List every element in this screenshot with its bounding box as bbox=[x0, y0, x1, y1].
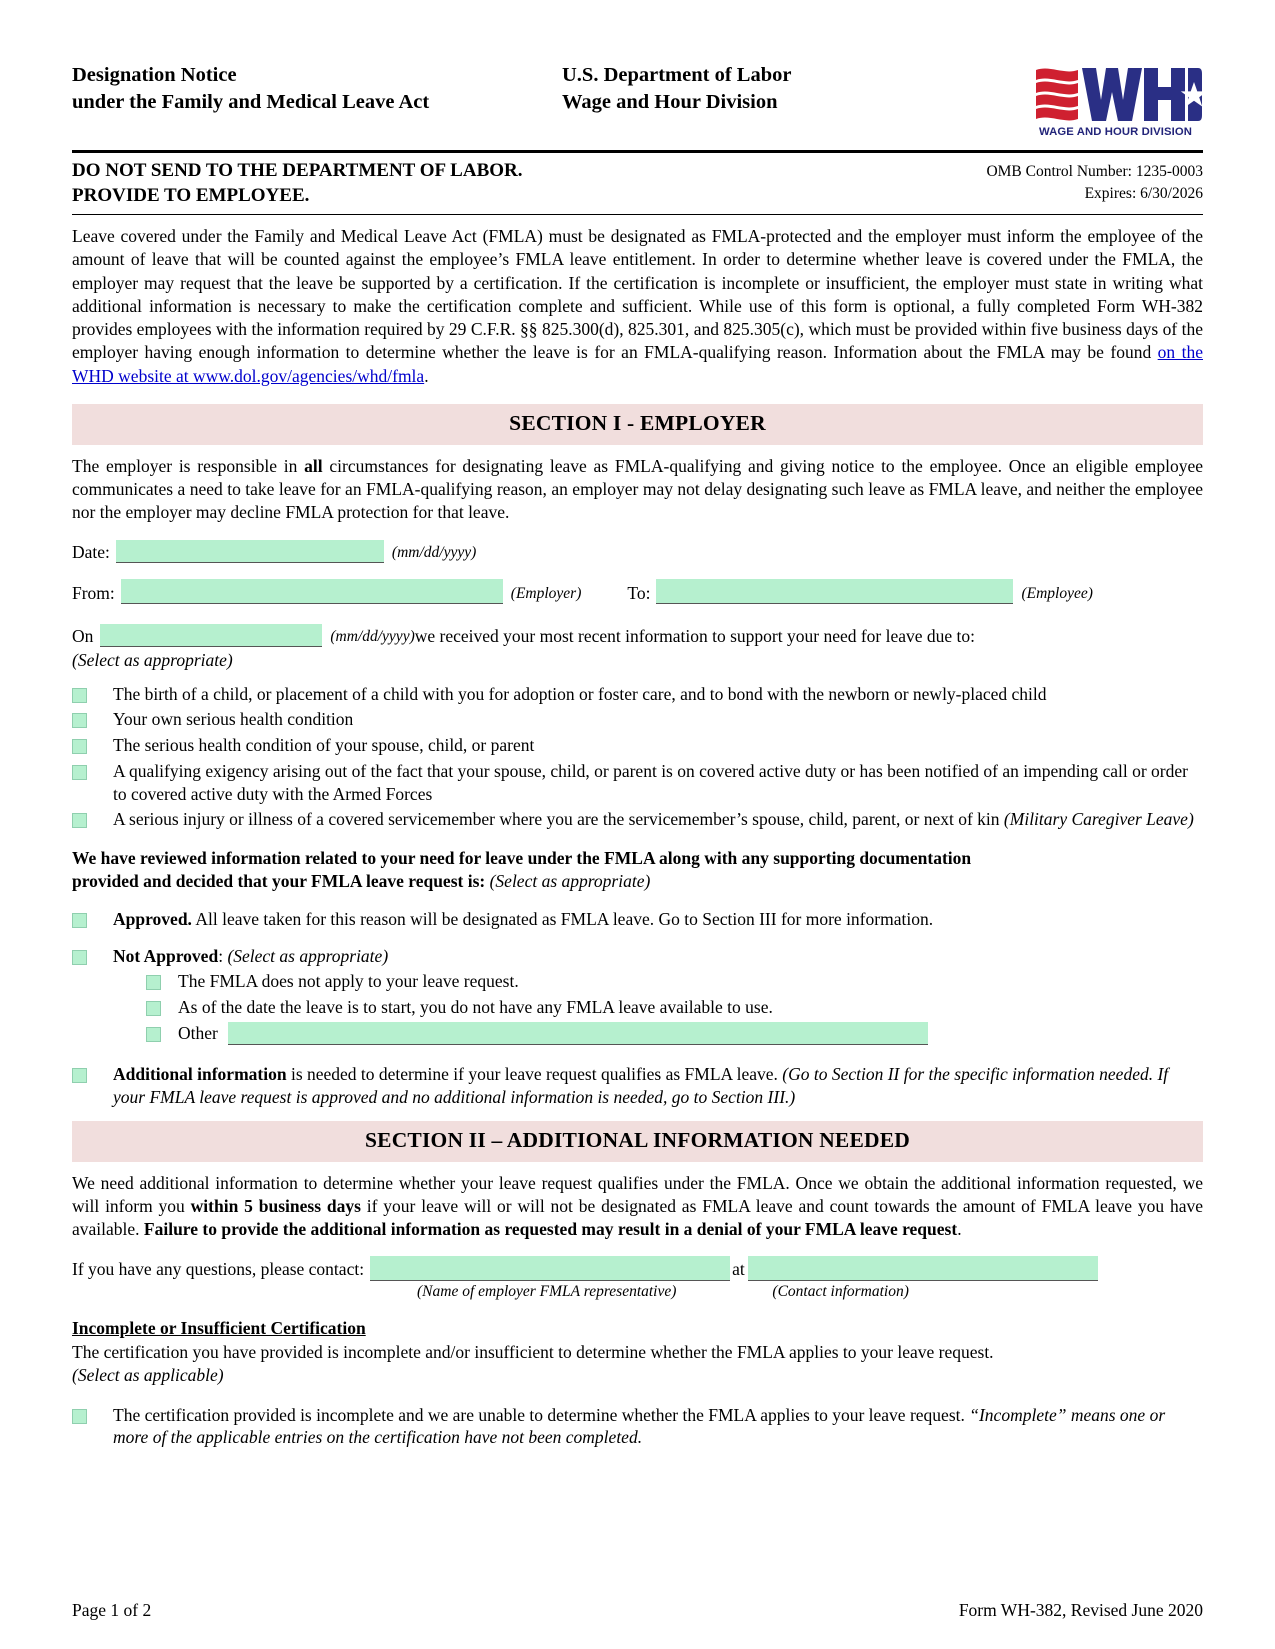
additional-rest: is needed to determine if your leave request qualifies as FMLA leave. bbox=[286, 1063, 783, 1084]
contact-info-caption: (Contact information) bbox=[772, 1282, 909, 1300]
not-approved-reason-row[interactable] bbox=[146, 970, 1203, 993]
to-employee-input[interactable] bbox=[656, 579, 1013, 604]
document-masthead bbox=[72, 62, 1203, 144]
additional-information-row[interactable] bbox=[72, 1063, 1203, 1109]
not-approved-reason-row[interactable] bbox=[146, 996, 1203, 1019]
leave-reason-label: The serious health condition of your spouse, child, or parent bbox=[113, 735, 535, 756]
leave-reason-label-military bbox=[113, 808, 1194, 831]
not-approved-label bbox=[113, 945, 388, 968]
checkbox-approved-icon[interactable] bbox=[72, 913, 87, 928]
checkbox-additional-information-icon[interactable] bbox=[72, 1068, 87, 1083]
reviewed-statement bbox=[72, 847, 1203, 894]
incomplete-item-italic: “Incomplete” means one or more of the applicable entries on the certification have not been completed. bbox=[113, 1404, 1166, 1448]
checkbox-military-caregiver-icon[interactable] bbox=[72, 813, 87, 828]
contact-name-input[interactable] bbox=[370, 1256, 730, 1281]
leave-reason-label: A qualifying exigency arising out of the fact that your spouse, child, or parent is on covered active duty or has been notified of an impending call or order to covered active duty with the Armed Forces bbox=[113, 760, 1188, 804]
not-approved-other-row[interactable] bbox=[146, 1022, 1203, 1045]
leave-reason-checkbox-row[interactable] bbox=[72, 760, 1203, 806]
not-approved-reason-label: The FMLA does not apply to your leave request. bbox=[178, 971, 519, 992]
military-text: A serious injury or illness of a covered servicemember where you are the servicemember’s spouse, child, parent, or next of kin bbox=[113, 809, 1004, 830]
section-1-band: SECTION I - EMPLOYER bbox=[72, 404, 1203, 445]
contact-captions-row bbox=[72, 1282, 1203, 1302]
checkbox-not-approved-icon[interactable] bbox=[72, 950, 87, 965]
checkbox-no-leave-available-icon[interactable] bbox=[146, 1001, 161, 1016]
additional-information-label bbox=[113, 1063, 1203, 1109]
leave-reason-list bbox=[72, 683, 1203, 832]
from-employer-input[interactable] bbox=[121, 579, 503, 604]
incomplete-item-plain: The certification provided is incomplete and we are unable to determine whether the FMLA applies to your leave request. bbox=[113, 1404, 970, 1425]
omb-control-number: OMB Control Number: 1235-0003 bbox=[986, 163, 1203, 180]
date-label: Date: bbox=[72, 541, 110, 562]
date-field-row bbox=[72, 540, 1203, 563]
on-date-field-row bbox=[72, 624, 1203, 647]
header-rule-thin bbox=[72, 214, 1203, 215]
approved-rest: All leave taken for this reason will be designated as FMLA leave. Go to Section III for more information. bbox=[191, 908, 934, 929]
contact-at-label: at bbox=[732, 1259, 745, 1280]
checkbox-own-health-condition-icon[interactable] bbox=[72, 713, 87, 728]
on-date-input[interactable] bbox=[100, 624, 322, 647]
additional-italic: (Go to Section II for the specific information needed. If your FMLA leave request is approved and no additional information is needed, go to Section III.) bbox=[113, 1063, 1169, 1107]
form-title bbox=[72, 62, 562, 117]
do-not-send-notice bbox=[72, 158, 523, 208]
on-date-rest-text: we received your most recent information to support your need for leave due to: bbox=[414, 625, 976, 646]
leave-reason-checkbox-row[interactable] bbox=[72, 734, 1203, 757]
s1-intro-bold: all bbox=[304, 455, 323, 476]
section-2-paragraph bbox=[72, 1172, 1203, 1242]
incomplete-certification-body: The certification you have provided is incomplete and/or insufficient to determine whether the FMLA applies to your leave request. bbox=[72, 1341, 994, 1362]
on-date-format-hint: (mm/dd/yyyy) bbox=[330, 627, 415, 645]
checkbox-qualifying-exigency-icon[interactable] bbox=[72, 765, 87, 780]
additional-bold: Additional information bbox=[113, 1063, 287, 1084]
s2-p1-bold-days: within 5 business days bbox=[190, 1196, 361, 1217]
incomplete-certification-label bbox=[113, 1404, 1203, 1450]
select-as-appropriate-1: (Select as appropriate) bbox=[72, 650, 233, 671]
page-footer bbox=[72, 1599, 1203, 1621]
from-label: From: bbox=[72, 582, 115, 603]
date-format-hint: (mm/dd/yyyy) bbox=[391, 543, 477, 561]
on-label: On bbox=[72, 625, 94, 646]
reviewed-line1: We have reviewed information related to your need for leave under the FMLA along with any supporting documentation bbox=[72, 848, 972, 869]
provide-to-employee-line: PROVIDE TO EMPLOYEE. bbox=[72, 185, 310, 207]
approved-label bbox=[113, 908, 933, 931]
agency-name bbox=[562, 62, 1028, 117]
form-title-line2: under the Family and Medical Leave Act bbox=[72, 91, 430, 114]
agency-line2: Wage and Hour Division bbox=[562, 91, 778, 114]
form-title-line1: Designation Notice bbox=[72, 64, 237, 86]
omb-expiration: Expires: 6/30/2026 bbox=[1084, 185, 1203, 202]
other-reason-input[interactable] bbox=[228, 1022, 928, 1045]
military-italic: (Military Caregiver Leave) bbox=[1003, 809, 1194, 830]
to-caption: (Employee) bbox=[1021, 584, 1093, 602]
checkbox-certification-incomplete-icon[interactable] bbox=[72, 1409, 87, 1424]
contact-field-row bbox=[72, 1256, 1203, 1281]
section-1-intro bbox=[72, 455, 1203, 525]
s2-p1-c: if your leave will or will not be designated as FMLA leave and count towards the amount of FMLA leave you have available. bbox=[72, 1196, 1203, 1240]
s2-p1-bold-failure: Failure to provide the additional information as requested may result in a denial of your FMLA leave request bbox=[143, 1219, 958, 1240]
whd-logo-icon bbox=[1030, 66, 1202, 124]
checkbox-family-health-condition-icon[interactable] bbox=[72, 739, 87, 754]
leave-reason-label: Your own serious health condition bbox=[113, 709, 354, 730]
incomplete-certification-heading: Incomplete or Insufficient Certification bbox=[72, 1318, 366, 1339]
select-as-applicable: (Select as applicable) bbox=[72, 1365, 224, 1386]
to-label: To: bbox=[627, 582, 651, 603]
checkbox-fmla-does-not-apply-icon[interactable] bbox=[146, 975, 161, 990]
not-approved-colon: : bbox=[218, 945, 228, 966]
do-not-send-line: DO NOT SEND TO THE DEPARTMENT OF LABOR. bbox=[72, 160, 523, 181]
s1-intro-b: circumstances for designating leave as FMLA-qualifying and giving notice to the employee. Once an eligible employee communicates a need to take leave for an FMLA-qualifying reason, an employer may not delay designating such leave as FMLA leave, and neither the employee nor the employer may decline FMLA protection for that leave. bbox=[72, 455, 1203, 523]
notice-row bbox=[72, 153, 1203, 212]
not-approved-italic: (Select as appropriate) bbox=[227, 945, 389, 966]
s2-p1-a: We need additional information to determine whether your leave request qualifies under the FMLA. Once we obtain the additional information requested, we will inform you bbox=[72, 1172, 1203, 1217]
omb-block bbox=[986, 158, 1203, 205]
other-label: Other bbox=[178, 1023, 218, 1043]
s1-intro-a: The employer is responsible in bbox=[72, 455, 305, 476]
contact-label: If you have any questions, please contact: bbox=[72, 1259, 365, 1280]
section-2-band: SECTION II – ADDITIONAL INFORMATION NEEDED bbox=[72, 1121, 1203, 1162]
incomplete-certification-checkbox-row[interactable] bbox=[72, 1404, 1203, 1450]
footer-form-id: Form WH-382, Revised June 2020 bbox=[958, 1599, 1203, 1620]
approved-checkbox-row[interactable] bbox=[72, 908, 1203, 931]
approved-bold: Approved. bbox=[113, 908, 192, 929]
not-approved-checkbox-row[interactable] bbox=[72, 945, 1203, 968]
whd-website-link[interactable]: on the WHD website at www.dol.gov/agencies/whd/fmla bbox=[72, 342, 1203, 386]
from-caption: (Employer) bbox=[510, 584, 582, 602]
agency-line1: U.S. Department of Labor bbox=[562, 64, 792, 86]
leave-reason-checkbox-row[interactable] bbox=[72, 683, 1203, 706]
intro-text-before-link: Leave covered under the Family and Medical Leave Act (FMLA) must be designated as FMLA-protected and the employer must inform the employee of the amount of leave that will be counted against the employee’s FMLA leave entitlement. In order to determine whether leave is covered under the FMLA, the employer may request that the leave be supported by a certification. If the certification is incomplete or insufficient, the employer must state in writing what additional information is necessary to make the certification complete and sufficient. While use of this form is optional, a fully completed Form WH-382 provides employees with the information required by 29 C.F.R. §§ 825.300(d), 825.301, and 825.305(c), which must be provided within five business days of the employer having enough information to determine whether the leave is for an FMLA-qualifying reason. Information about the FMLA may be found bbox=[72, 226, 1203, 363]
contact-info-input[interactable] bbox=[748, 1256, 1098, 1281]
not-approved-bold: Not Approved bbox=[113, 945, 219, 966]
date-input[interactable] bbox=[116, 540, 384, 563]
not-approved-reason-label: As of the date the leave is to start, you do not have any FMLA leave available to use. bbox=[178, 997, 773, 1017]
contact-name-caption: (Name of employer FMLA representative) bbox=[417, 1282, 677, 1300]
from-to-field-row bbox=[72, 579, 1203, 604]
reviewed-line2: provided and decided that your FMLA leave request is: bbox=[72, 871, 486, 892]
footer-page-number: Page 1 of 2 bbox=[72, 1599, 152, 1620]
whd-logo bbox=[1028, 66, 1203, 139]
whd-logo-caption: WAGE AND HOUR DIVISION bbox=[1038, 126, 1193, 138]
checkbox-other-icon[interactable] bbox=[146, 1027, 161, 1042]
leave-reason-checkbox-row[interactable] bbox=[72, 708, 1203, 731]
leave-reason-label: The birth of a child, or placement of a child with you for adoption or foster care, and to bond with the newborn or newly-placed child bbox=[113, 683, 1047, 704]
checkbox-birth-of-child-icon[interactable] bbox=[72, 688, 87, 703]
intro-paragraph bbox=[72, 225, 1203, 388]
leave-reason-checkbox-row[interactable] bbox=[72, 808, 1203, 831]
intro-text-after-link: . bbox=[424, 365, 429, 386]
s2-p1-e: . bbox=[957, 1219, 962, 1240]
reviewed-italic: (Select as appropriate) bbox=[489, 871, 651, 892]
